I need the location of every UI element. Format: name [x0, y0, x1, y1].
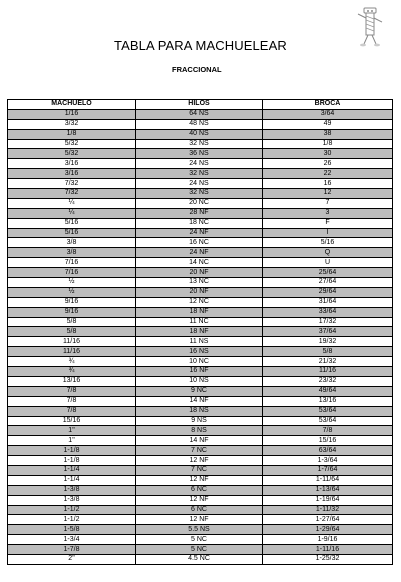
- cell-broca: 53/64: [263, 416, 393, 426]
- cell-broca: 29/64: [263, 287, 393, 297]
- cell-machuelo: 7/16: [8, 258, 136, 268]
- cell-machuelo: 1-7/8: [8, 545, 136, 555]
- cell-machuelo: 5/16: [8, 218, 136, 228]
- cell-hilos: 24 NF: [136, 228, 263, 238]
- cell-broca: 1-27/64: [263, 515, 393, 525]
- cell-machuelo: 7/8: [8, 396, 136, 406]
- table-header-row: [8, 100, 393, 110]
- cell-broca: 1-11/16: [263, 545, 393, 555]
- table-row: [8, 406, 393, 416]
- cell-hilos: 20 NF: [136, 287, 263, 297]
- table-row: [8, 179, 393, 189]
- cell-machuelo: 1-5/8: [8, 525, 136, 535]
- table-row: [8, 238, 393, 248]
- cell-broca: 37/64: [263, 327, 393, 337]
- cell-hilos: 12 NF: [136, 456, 263, 466]
- column-header-hilos: HILOS: [136, 100, 263, 110]
- cell-broca: 7: [263, 198, 393, 208]
- cell-hilos: 14 NF: [136, 396, 263, 406]
- cell-hilos: 6 NC: [136, 485, 263, 495]
- cell-machuelo: 2": [8, 554, 136, 564]
- cell-broca: 15/16: [263, 436, 393, 446]
- cell-machuelo: 3/32: [8, 119, 136, 129]
- table-row: [8, 307, 393, 317]
- table-row: [8, 525, 393, 535]
- cell-hilos: 5 NC: [136, 535, 263, 545]
- cell-hilos: 16 NF: [136, 367, 263, 377]
- cell-hilos: 11 NS: [136, 337, 263, 347]
- cell-machuelo: ¼: [8, 198, 136, 208]
- cell-machuelo: 3/16: [8, 169, 136, 179]
- cell-hilos: 11 NC: [136, 317, 263, 327]
- cell-hilos: 14 NF: [136, 436, 263, 446]
- cell-hilos: 16 NC: [136, 238, 263, 248]
- cell-broca: 31/64: [263, 297, 393, 307]
- document-subtitle: FRACCIONAL: [172, 65, 222, 74]
- cell-machuelo: ½: [8, 278, 136, 288]
- cell-hilos: 4.5 NC: [136, 554, 263, 564]
- table-row: [8, 554, 393, 564]
- cell-broca: 1-7/64: [263, 465, 393, 475]
- table-row: [8, 337, 393, 347]
- cell-machuelo: 1-3/4: [8, 535, 136, 545]
- cell-broca: 5/16: [263, 238, 393, 248]
- table-row: [8, 515, 393, 525]
- column-header-machuelo: MACHUELO: [8, 100, 136, 110]
- cell-hilos: 9 NS: [136, 416, 263, 426]
- screw-mascot-icon: [350, 2, 390, 48]
- table-row: [8, 139, 393, 149]
- cell-hilos: 36 NS: [136, 149, 263, 159]
- cell-broca: 1-25/32: [263, 554, 393, 564]
- cell-machuelo: 11/16: [8, 347, 136, 357]
- cell-broca: 49/64: [263, 386, 393, 396]
- cell-broca: 25/64: [263, 268, 393, 278]
- cell-hilos: 18 NC: [136, 218, 263, 228]
- table-row: [8, 297, 393, 307]
- cell-hilos: 18 NF: [136, 327, 263, 337]
- cell-broca: 1-11/64: [263, 475, 393, 485]
- cell-hilos: 48 NS: [136, 119, 263, 129]
- cell-hilos: 5.5 NS: [136, 525, 263, 535]
- document-title: TABLA PARA MACHUELEAR: [114, 38, 287, 53]
- cell-hilos: 24 NS: [136, 179, 263, 189]
- cell-machuelo: 1": [8, 436, 136, 446]
- cell-machuelo: 1-1/4: [8, 475, 136, 485]
- table-row: [8, 189, 393, 199]
- cell-machuelo: 3/16: [8, 159, 136, 169]
- cell-machuelo: 7/8: [8, 386, 136, 396]
- table-row: [8, 109, 393, 119]
- table-row: [8, 248, 393, 258]
- cell-broca: 1-3/64: [263, 456, 393, 466]
- cell-machuelo: 15/16: [8, 416, 136, 426]
- table-row: [8, 149, 393, 159]
- cell-machuelo: 1-1/4: [8, 465, 136, 475]
- table-row: [8, 386, 393, 396]
- cell-broca: 30: [263, 149, 393, 159]
- table-row: [8, 475, 393, 485]
- table-row: [8, 258, 393, 268]
- table-row: [8, 129, 393, 139]
- cell-machuelo: 1/8: [8, 129, 136, 139]
- table-row: [8, 545, 393, 555]
- cell-broca: U: [263, 258, 393, 268]
- cell-machuelo: 1-1/2: [8, 515, 136, 525]
- cell-machuelo: 9/16: [8, 307, 136, 317]
- cell-hilos: 7 NC: [136, 465, 263, 475]
- table-row: [8, 287, 393, 297]
- table-row: [8, 218, 393, 228]
- cell-hilos: 7 NC: [136, 446, 263, 456]
- cell-machuelo: 7/32: [8, 179, 136, 189]
- tap-drill-table: [7, 99, 393, 565]
- table-row: [8, 228, 393, 238]
- cell-broca: 1-29/64: [263, 525, 393, 535]
- table-row: [8, 278, 393, 288]
- table-row: [8, 465, 393, 475]
- table-row: [8, 317, 393, 327]
- cell-broca: 19/32: [263, 337, 393, 347]
- cell-hilos: 32 NS: [136, 139, 263, 149]
- table-row: [8, 119, 393, 129]
- table-row: [8, 357, 393, 367]
- table-row: [8, 485, 393, 495]
- cell-broca: 26: [263, 159, 393, 169]
- cell-hilos: 18 NS: [136, 406, 263, 416]
- cell-hilos: 10 NC: [136, 357, 263, 367]
- cell-machuelo: 7/16: [8, 268, 136, 278]
- cell-broca: 1-11/32: [263, 505, 393, 515]
- table-row: [8, 159, 393, 169]
- cell-machuelo: 9/16: [8, 297, 136, 307]
- cell-machuelo: 5/8: [8, 327, 136, 337]
- table-row: [8, 198, 393, 208]
- cell-hilos: 32 NS: [136, 189, 263, 199]
- cell-machuelo: 1-3/8: [8, 485, 136, 495]
- cell-broca: 49: [263, 119, 393, 129]
- cell-machuelo: 5/32: [8, 149, 136, 159]
- cell-hilos: 12 NC: [136, 297, 263, 307]
- cell-machuelo: 5/16: [8, 228, 136, 238]
- cell-machuelo: 1-3/8: [8, 495, 136, 505]
- cell-machuelo: 3/8: [8, 248, 136, 258]
- table-row: [8, 416, 393, 426]
- cell-broca: 1-13/64: [263, 485, 393, 495]
- table-row: [8, 505, 393, 515]
- table-row: [8, 396, 393, 406]
- cell-hilos: 40 NS: [136, 129, 263, 139]
- table-row: [8, 169, 393, 179]
- cell-machuelo: 1": [8, 426, 136, 436]
- cell-broca: 53/64: [263, 406, 393, 416]
- table-row: [8, 426, 393, 436]
- cell-hilos: 5 NC: [136, 545, 263, 555]
- cell-hilos: 20 NC: [136, 198, 263, 208]
- column-header-broca: BROCA: [263, 100, 393, 110]
- table-row: [8, 268, 393, 278]
- cell-broca: 22: [263, 169, 393, 179]
- cell-machuelo: 1-1/2: [8, 505, 136, 515]
- cell-broca: 1-19/64: [263, 495, 393, 505]
- cell-machuelo: 3/8: [8, 238, 136, 248]
- cell-machuelo: 7/32: [8, 189, 136, 199]
- table-row: [8, 327, 393, 337]
- table-row: [8, 446, 393, 456]
- cell-machuelo: 1-1/8: [8, 456, 136, 466]
- cell-hilos: 24 NF: [136, 248, 263, 258]
- table-row: [8, 347, 393, 357]
- cell-broca: Q: [263, 248, 393, 258]
- cell-hilos: 18 NF: [136, 307, 263, 317]
- cell-hilos: 8 NS: [136, 426, 263, 436]
- cell-broca: 63/64: [263, 446, 393, 456]
- cell-machuelo: ¼: [8, 208, 136, 218]
- cell-hilos: 9 NC: [136, 386, 263, 396]
- cell-machuelo: ¾: [8, 367, 136, 377]
- cell-hilos: 13 NC: [136, 278, 263, 288]
- cell-hilos: 16 NS: [136, 347, 263, 357]
- cell-broca: 38: [263, 129, 393, 139]
- cell-hilos: 14 NC: [136, 258, 263, 268]
- cell-broca: 27/64: [263, 278, 393, 288]
- cell-broca: 16: [263, 179, 393, 189]
- cell-broca: 3: [263, 208, 393, 218]
- cell-machuelo: 11/16: [8, 337, 136, 347]
- cell-broca: I: [263, 228, 393, 238]
- cell-broca: 1/8: [263, 139, 393, 149]
- table-row: [8, 535, 393, 545]
- table-row: [8, 436, 393, 446]
- cell-hilos: 20 NF: [136, 268, 263, 278]
- cell-hilos: 12 NF: [136, 475, 263, 485]
- cell-machuelo: 1-1/8: [8, 446, 136, 456]
- cell-hilos: 28 NF: [136, 208, 263, 218]
- cell-machuelo: 13/16: [8, 376, 136, 386]
- cell-hilos: 32 NS: [136, 169, 263, 179]
- cell-hilos: 10 NS: [136, 376, 263, 386]
- table-row: [8, 456, 393, 466]
- cell-broca: 5/8: [263, 347, 393, 357]
- cell-machuelo: 5/32: [8, 139, 136, 149]
- cell-hilos: 64 NS: [136, 109, 263, 119]
- cell-machuelo: ½: [8, 287, 136, 297]
- cell-broca: 3/64: [263, 109, 393, 119]
- cell-machuelo: ¾: [8, 357, 136, 367]
- cell-broca: 23/32: [263, 376, 393, 386]
- cell-machuelo: 5/8: [8, 317, 136, 327]
- cell-hilos: 12 NF: [136, 515, 263, 525]
- cell-machuelo: 7/8: [8, 406, 136, 416]
- cell-broca: 21/32: [263, 357, 393, 367]
- cell-machuelo: 1/16: [8, 109, 136, 119]
- cell-hilos: 12 NF: [136, 495, 263, 505]
- cell-broca: F: [263, 218, 393, 228]
- table-row: [8, 208, 393, 218]
- cell-hilos: 24 NS: [136, 159, 263, 169]
- cell-broca: 7/8: [263, 426, 393, 436]
- cell-broca: 12: [263, 189, 393, 199]
- cell-broca: 13/16: [263, 396, 393, 406]
- cell-broca: 33/64: [263, 307, 393, 317]
- table-row: [8, 495, 393, 505]
- table-row: [8, 367, 393, 377]
- cell-broca: 1-9/16: [263, 535, 393, 545]
- cell-broca: 11/16: [263, 367, 393, 377]
- table-row: [8, 376, 393, 386]
- cell-broca: 17/32: [263, 317, 393, 327]
- cell-hilos: 6 NC: [136, 505, 263, 515]
